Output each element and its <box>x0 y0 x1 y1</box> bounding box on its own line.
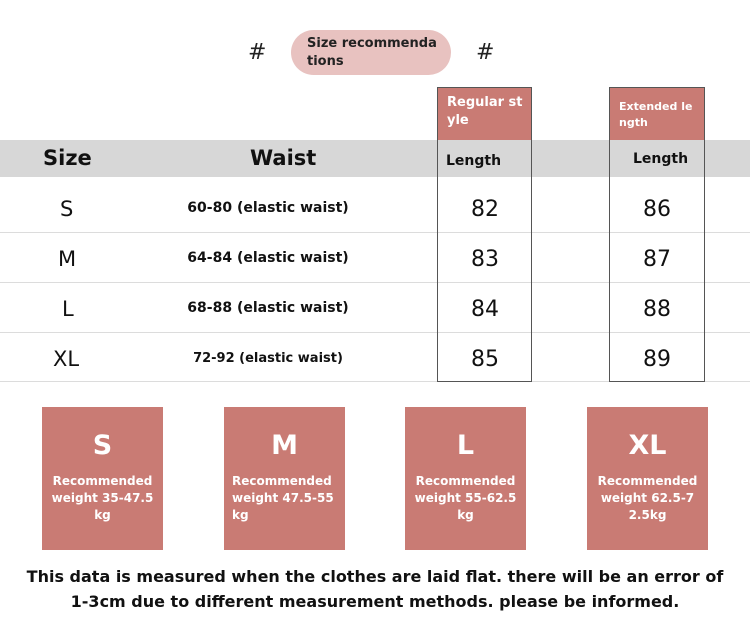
row-extended-length: 87 <box>643 247 671 272</box>
card-recommended-weight: Recommended weight 47.5-55kg <box>232 474 334 522</box>
card-size-label: S <box>92 430 113 461</box>
row-waist: 72-92 (elastic waist) <box>193 351 343 366</box>
row-size: L <box>62 297 74 321</box>
row-size: XL <box>53 347 80 371</box>
measurement-note: This data is measured when the clothes are laid flat. there will be an error of 1-3cm due to different measurement methods. please be informed. <box>26 567 724 611</box>
row-extended-length: 89 <box>643 347 671 372</box>
row-regular-length: 83 <box>471 247 499 272</box>
card-size-label: M <box>271 430 298 461</box>
row-waist: 64-84 (elastic waist) <box>187 250 349 266</box>
regular-style-label: Regular style <box>438 87 531 140</box>
card-size-s <box>42 407 163 550</box>
card-recommended-weight: Recommended weight 55-62.5kg <box>414 474 517 522</box>
card-size-xl <box>587 407 708 550</box>
row-extended-length: 86 <box>643 197 671 222</box>
card-size-m <box>224 407 345 550</box>
row-waist: 60-80 (elastic waist) <box>187 200 349 216</box>
row-waist: 68-88 (elastic waist) <box>187 300 349 316</box>
card-recommended-weight: Recommended weight 62.5-72.5kg <box>597 474 698 522</box>
title-pill: Size recommendations <box>291 30 451 75</box>
row-size: S <box>60 197 74 221</box>
hash-left: # <box>248 40 267 65</box>
header-extended-length: Length <box>633 151 689 167</box>
row-regular-length: 82 <box>471 197 499 222</box>
card-size-l <box>405 407 526 550</box>
row-size: M <box>58 247 77 271</box>
row-regular-length: 85 <box>471 347 499 372</box>
header-size: Size <box>43 146 92 170</box>
header-regular-length: Length <box>446 153 502 169</box>
row-extended-length: 88 <box>643 297 671 322</box>
header-waist: Waist <box>250 146 317 170</box>
extended-column-outline <box>609 87 705 382</box>
extended-length-label: Extended length <box>610 87 704 140</box>
card-size-label: L <box>456 430 475 461</box>
regular-column-outline <box>437 87 532 382</box>
hash-right: # <box>476 40 495 65</box>
card-size-label: XL <box>628 430 667 461</box>
row-regular-length: 84 <box>471 297 499 322</box>
card-recommended-weight: Recommended weight 35-47.5kg <box>51 474 154 522</box>
